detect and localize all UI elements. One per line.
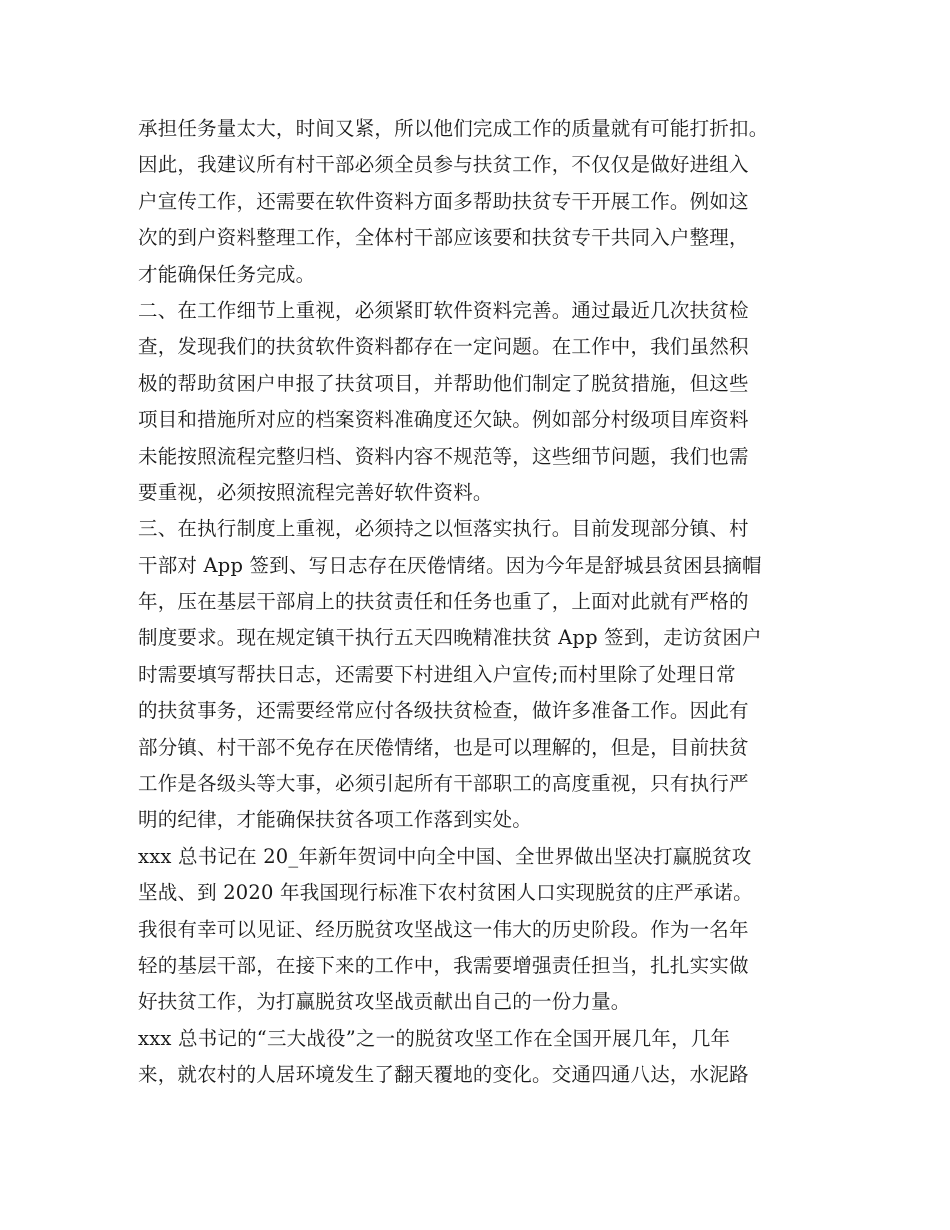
text-line: 制度要求。现在规定镇干执行五天四晚精准扶贫 App 签到，走访贫困户 <box>138 626 762 650</box>
document-body <box>138 111 828 1094</box>
text-line: 坚战、到 2020 年我国现行标准下农村贫困人口实现脱贫的庄严承诺。 <box>138 881 753 905</box>
text-line: xxx 总书记的“三大战役”之一的脱贫攻坚工作在全国开展几年，几年 <box>138 1026 731 1050</box>
text-line: 工作是各级头等大事，必须引起所有干部职工的高度重视，只有执行严 <box>138 772 749 796</box>
text-line: 轻的基层干部，在接下来的工作中，我需要增强责任担当，扎扎实实做 <box>138 953 749 977</box>
text-line: 承担任务量太大，时间又紧，所以他们完成工作的质量就有可能打折扣。 <box>138 117 769 140</box>
text-line: 年，压在基层干部肩上的扶贫责任和任务也重了，上面对此就有严格的 <box>138 590 749 614</box>
text-line: 要重视，必须按照流程完善好软件资料。 <box>138 480 493 504</box>
text-line: 极的帮助贫困户申报了扶贫项目，并帮助他们制定了脱贫措施，但这些 <box>138 371 749 395</box>
text-line: 干部对 App 签到、写日志存在厌倦情绪。因为今年是舒城县贫困县摘帽 <box>138 553 762 577</box>
text-line: 项目和措施所对应的档案资料准确度还欠缺。例如部分村级项目库资料 <box>138 408 749 432</box>
text-line: 未能按照流程完整归档、资料内容不规范等，这些细节问题，我们也需 <box>138 444 749 468</box>
text-line: 二、在工作细节上重视，必须紧盯软件资料完善。通过最近几次扶贫检 <box>138 298 749 322</box>
text-line: 我很有幸可以见证、经历脱贫攻坚战这一伟大的历史阶段。作为一名年 <box>138 917 749 941</box>
text-line: 时需要填写帮扶日志，还需要下村进组入户宣传;而村里除了处理日常 <box>138 662 736 686</box>
text-line: 部分镇、村干部不免存在厌倦情绪，也是可以理解的，但是，目前扶贫 <box>138 735 749 759</box>
text-line: 的扶贫事务，还需要经常应付各级扶贫检查，做许多准备工作。因此有 <box>138 699 749 723</box>
text-line: 明的纪律，才能确保扶贫各项工作落到实处。 <box>138 808 533 832</box>
text-line: xxx 总书记在 20_年新年贺词中向全中国、全世界做出坚决打赢脱贫攻 <box>138 844 752 868</box>
text-line: 次的到户资料整理工作，全体村干部应该要和扶贫专干共同入户整理， <box>138 226 749 250</box>
text-line: 查，发现我们的扶贫软件资料都存在一定问题。在工作中，我们虽然积 <box>138 335 749 359</box>
text-line: 来，就农村的人居环境发生了翻天覆地的变化。交通四通八达，水泥路 <box>138 1063 749 1087</box>
text-line: 好扶贫工作，为打赢脱贫攻坚战贡献出自己的一份力量。 <box>138 990 631 1014</box>
text-line: 三、在执行制度上重视，必须持之以恒落实执行。目前发现部分镇、村 <box>138 517 749 541</box>
text-line: 因此，我建议所有村干部必须全员参与扶贫工作，不仅仅是做好进组入 <box>138 153 749 177</box>
text-line: 才能确保任务完成。 <box>138 262 316 286</box>
text-line: 户宣传工作，还需要在软件资料方面多帮助扶贫专干开展工作。例如这 <box>138 189 749 213</box>
